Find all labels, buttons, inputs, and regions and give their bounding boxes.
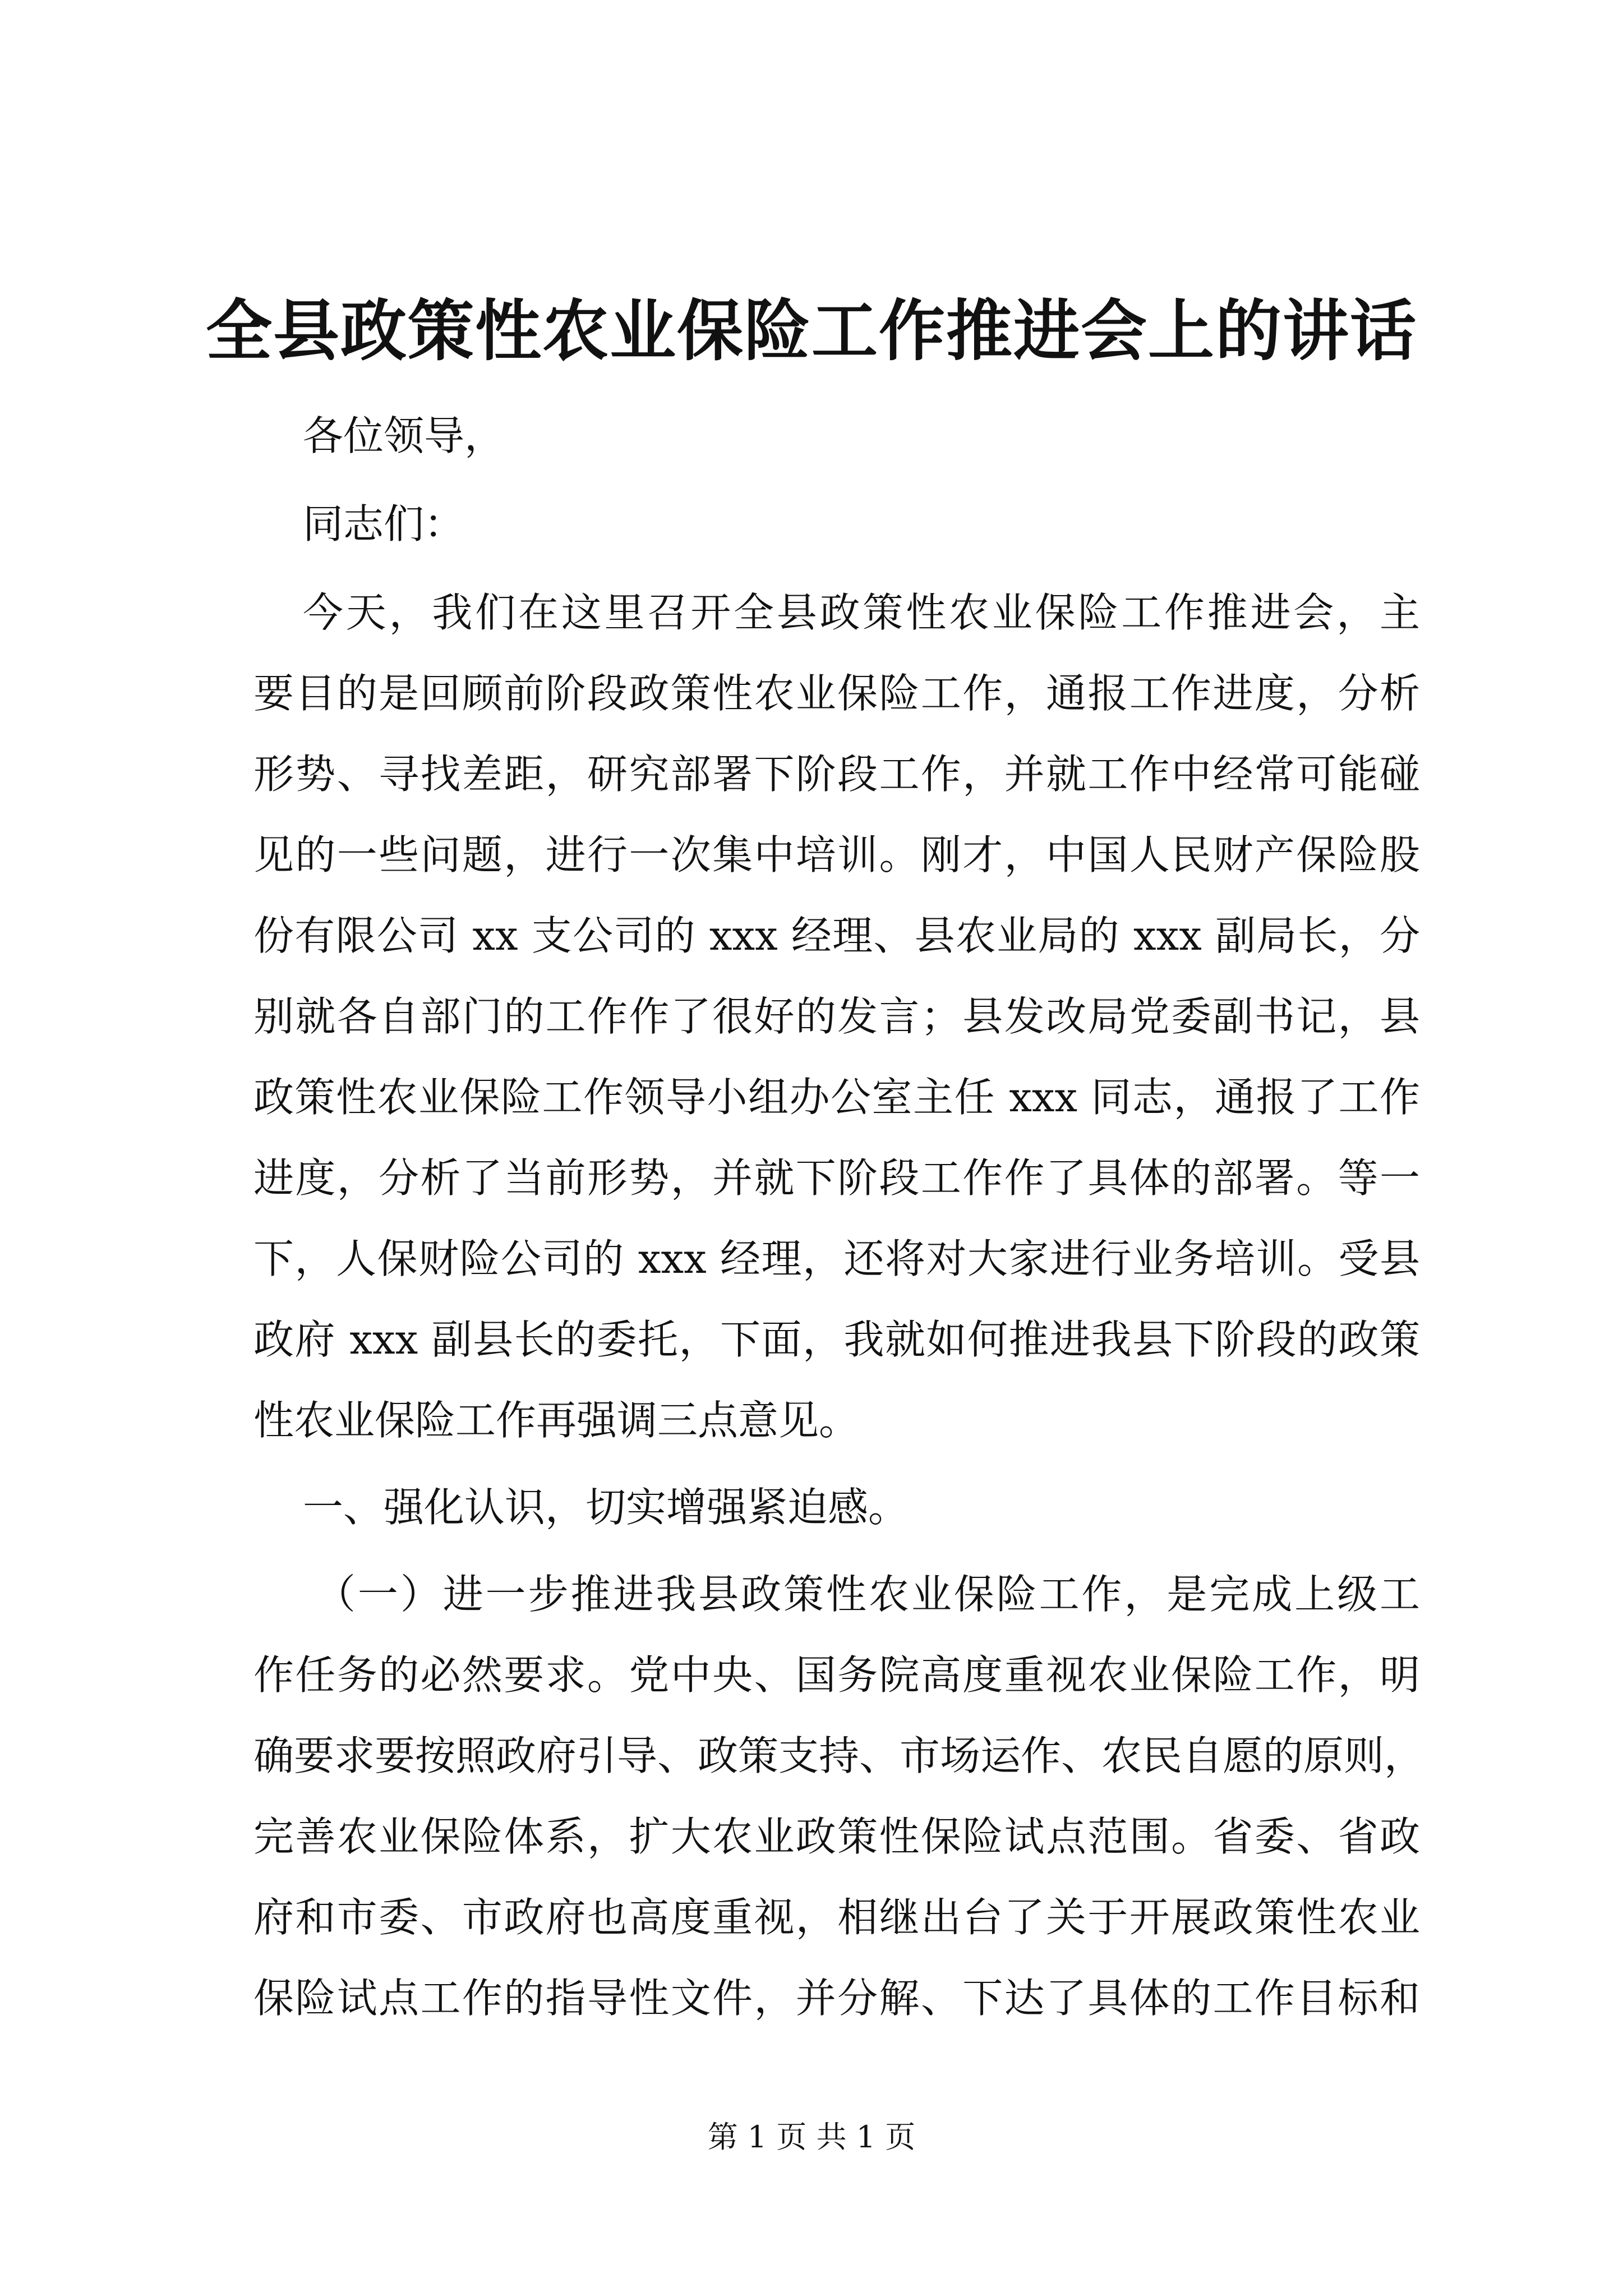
paragraph-line: 政策性农业保险工作领导小组办公室主任 xxx 同志，通报了工作 [253,1074,1420,1121]
section-heading-1: 一、强化认识，切实增强紧迫感。 [303,1484,909,1531]
paragraph-line: 完善农业保险体系，扩大农业政策性保险试点范围。省委、省政 [253,1813,1420,1860]
paragraph-line: 府和市委、市政府也高度重视，相继出台了关于开展政策性农业 [253,1894,1420,1941]
paragraph-line: 见的一些问题，进行一次集中培训。刚才，中国人民财产保险股 [253,831,1420,878]
paragraph-line: （一）进一步推进我县政策性农业保险工作，是完成上级工 [315,1571,1420,1618]
paragraph-line: 别就各自部门的工作作了很好的发言；县发改局党委副书记，县 [253,993,1420,1040]
paragraph-line: 作任务的必然要求。党中央、国务院高度重视农业保险工作，明 [253,1651,1420,1699]
salutation-comrades: 同志们： [303,500,465,547]
paragraph-line: 今天，我们在这里召开全县政策性农业保险工作推进会，主 [303,589,1420,636]
paragraph-line: 形势、寻找差距，研究部署下阶段工作，并就工作中经常可能碰 [253,751,1420,798]
document-title: 全县政策性农业保险工作推进会上的讲话 [205,292,1417,370]
paragraph-line: 保险试点工作的指导性文件，并分解、下达了具体的工作目标和 [253,1975,1420,2022]
paragraph-line: 政府 xxx 副县长的委托，下面，我就如何推进我县下阶段的政策 [253,1316,1420,1363]
salutation-leaders: 各位领导， [303,412,505,459]
paragraph-line: 份有限公司 xx 支公司的 xxx 经理、县农业局的 xxx 副局长，分 [253,912,1420,959]
paragraph-line: 性农业保险工作再强调三点意见。 [253,1397,860,1444]
paragraph-opening [253,572,1420,1461]
paragraph-line: 进度，分析了当前形势，并就下阶段工作作了具体的部署。等一 [253,1154,1420,1202]
paragraph-line: 确要求要按照政府引导、政策支持、市场运作、农民自愿的原则， [253,1732,1425,1779]
paragraph-line: 下，人保财险公司的 xxx 经理，还将对大家进行业务培训。受县 [253,1235,1420,1282]
paragraph-section-1 [253,1554,1425,2039]
paragraph-line: 要目的是回顾前阶段政策性农业保险工作，通报工作进度，分析 [253,670,1420,717]
page-footer: 第 1 页 共 1 页 [707,2119,916,2155]
